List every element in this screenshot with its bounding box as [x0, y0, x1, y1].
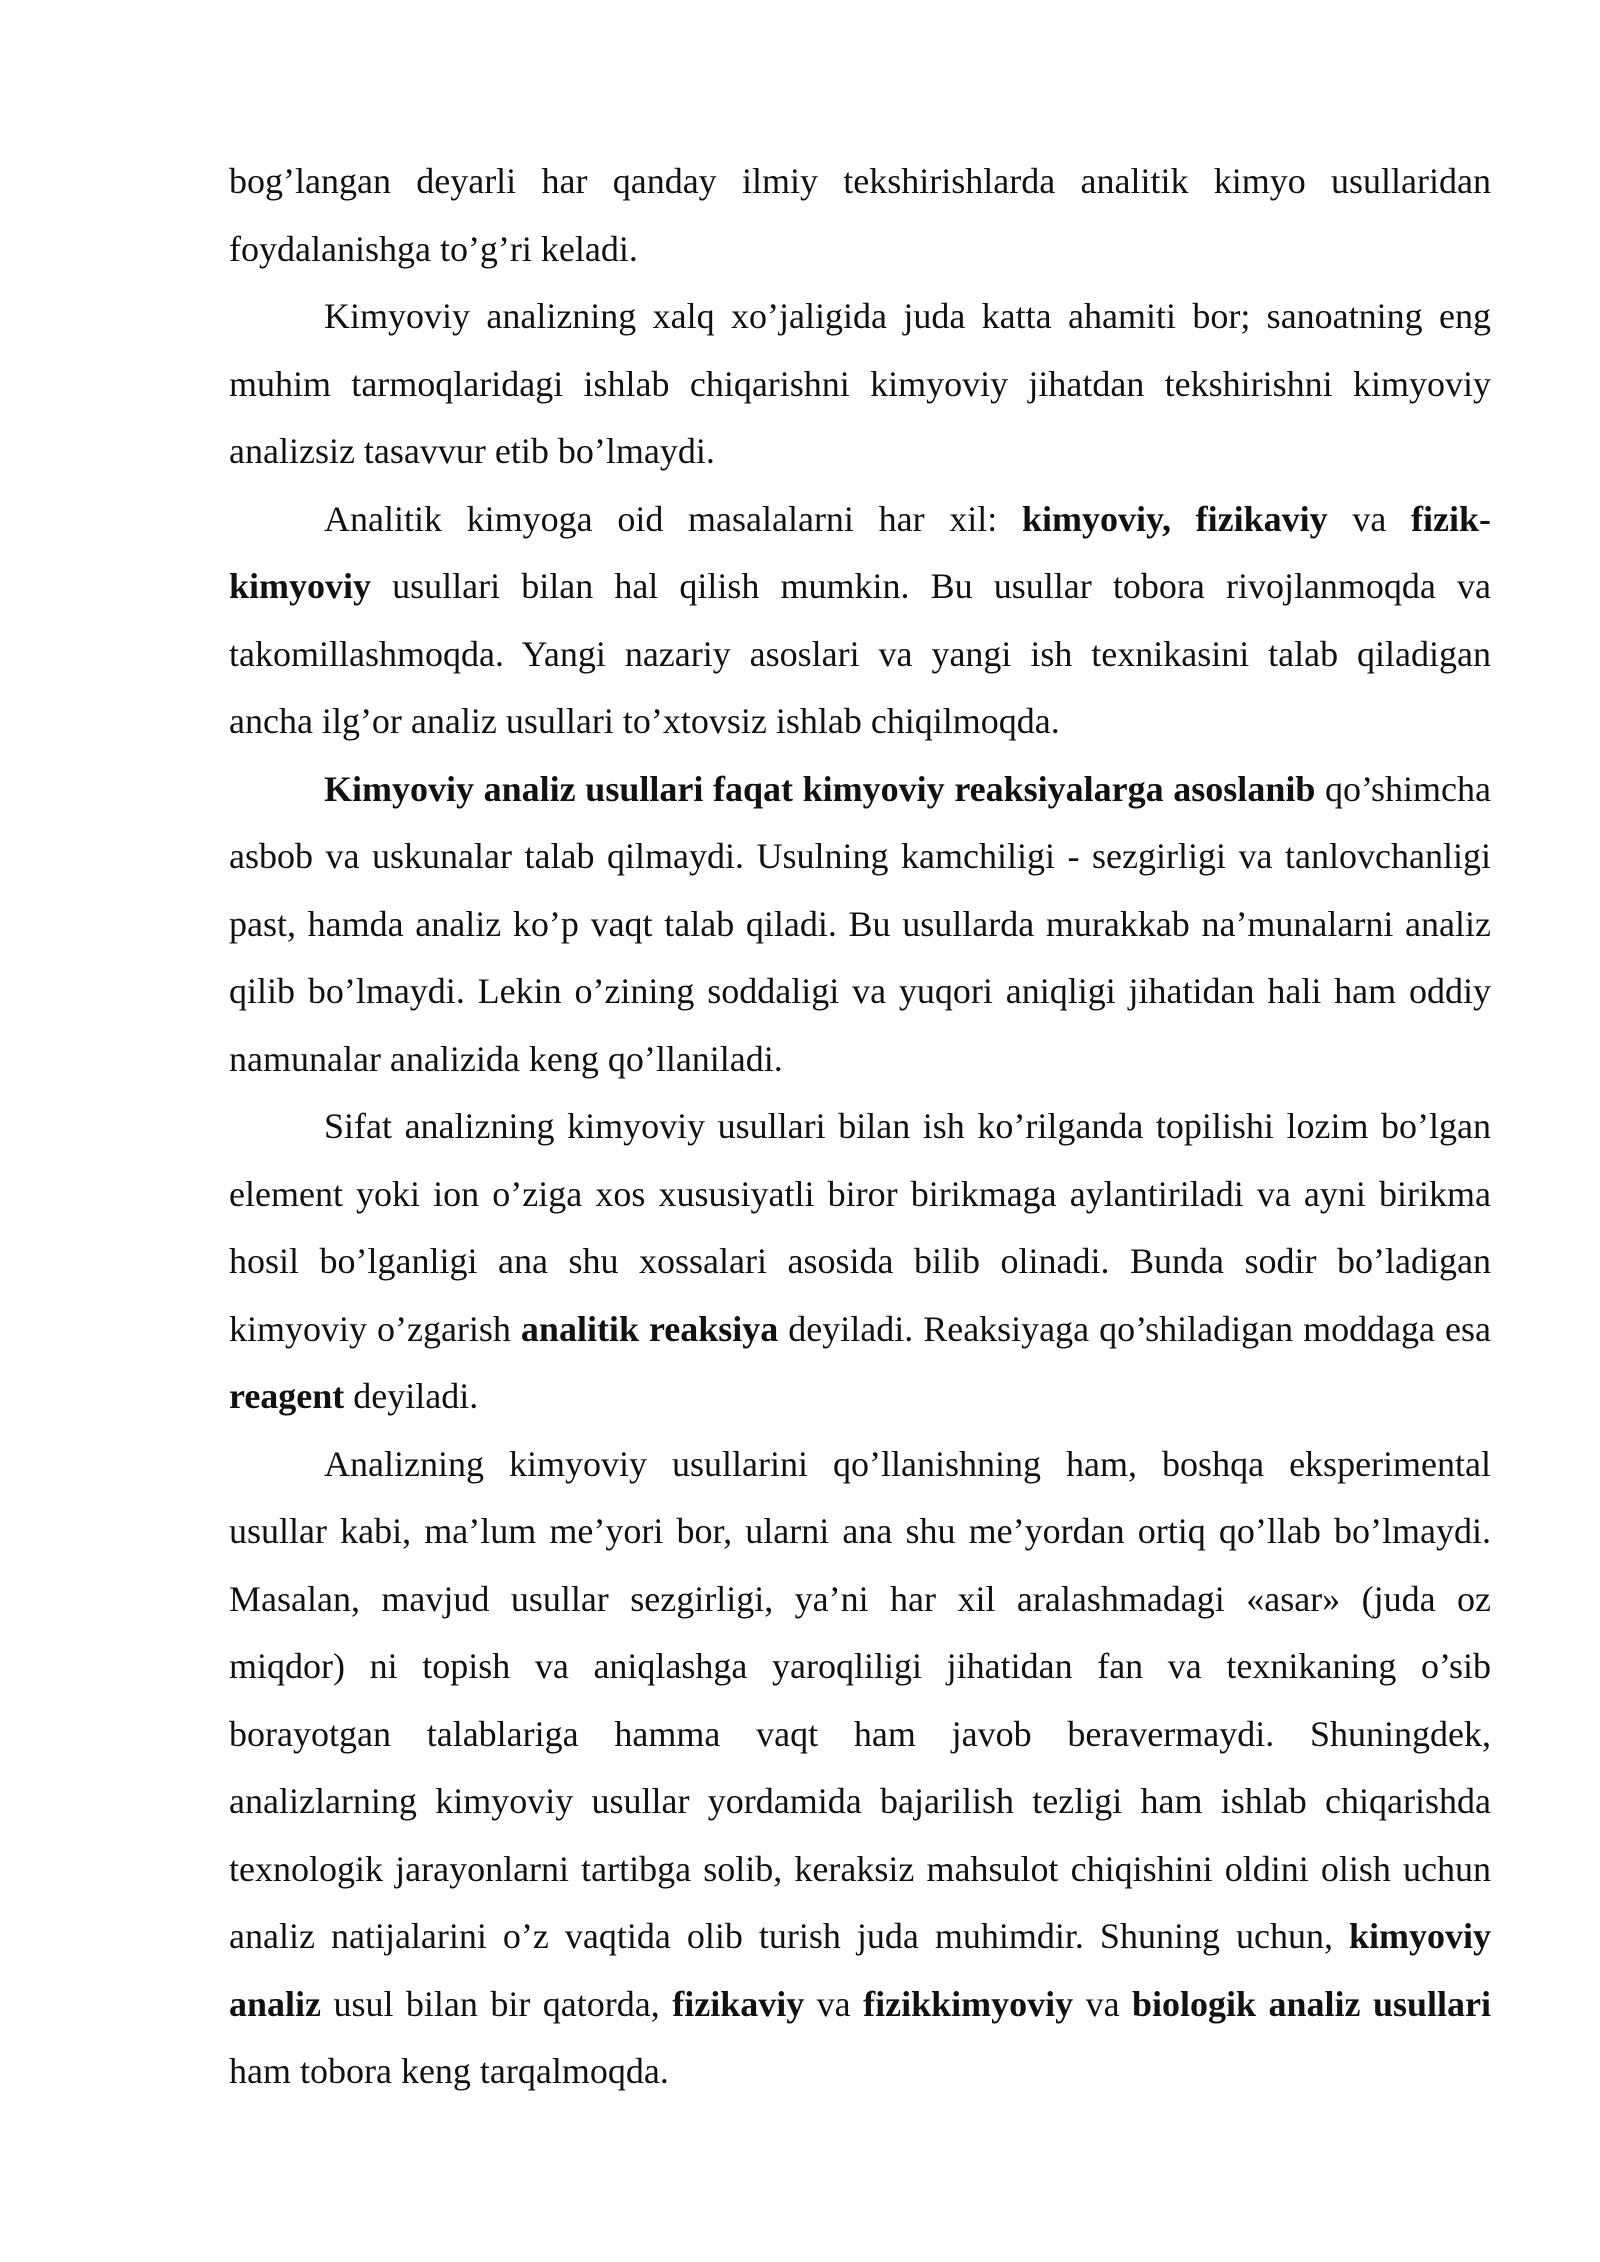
- paragraph-2: [229, 283, 1491, 486]
- bold-term: fizikkimyoviy: [863, 1983, 1074, 2024]
- bold-term: Kimyoviy analiz usullari faqat kimyoviy reaksiyalarga asoslanib: [324, 768, 1316, 809]
- bold-term: kimyoviy, fizikaviy: [1021, 498, 1328, 539]
- text-run: bog’langan deyarli har qanday ilmiy tekshirishlarda analitik kimyo usullaridan foydalanishga to’g’ri keladi.: [229, 161, 1491, 269]
- text-run: Analizning kimyoviy usullarini qo’llanishning ham, boshqa eksperimental usullar kabi, ma’lum me’yori bor, ularni ana shu me’yordan ortiq qo’llab bo’lmaydi. Masalan, mavjud usullar sezgirligi, ya’ni har xil aralashmadagi «asar» (juda oz miqdor) ni topish va aniqlashga yaroqliligi jihatidan fan va texnikaning o’sib borayotgan talablariga hamma vaqt ham javob beravermaydi. Shuningdek, analizlarning kimyoviy usullar yordamida bajarilish tezligi ham ishlab chiqarishda texnologik jarayonlarni tartibga solib, keraksiz mahsulot chiqishini oldini olish uchun analiz natijalarini o’z vaqtida olib turish juda muhimdir. Shuning uchun,: [229, 1443, 1491, 1956]
- text-run: va: [1327, 498, 1411, 539]
- text-run: Kimyoviy analizning xalq xo’jaligida juda katta ahamiti bor; sanoatning eng muhim tarmoqlaridagi ishlab chiqarishni kimyoviy jihatdan tekshirishni kimyoviy analizsiz tasavvur etib bo’lmaydi.: [229, 296, 1491, 471]
- text-run: Sifat analizning kimyoviy usullari bilan ish ko’rilganda topilishi lozim bo’lgan element yoki ion o’ziga xos xususiyatli biror birikmaga aylantiriladi va ayni birikma hosil bo’lganligi ana shu xossalari asosida bilib olinadi. Bunda sodir bo’ladigan kimyoviy o’zgarish: [229, 1106, 1491, 1349]
- bold-term: fizik-kimyoviy: [229, 498, 1491, 606]
- text-run: deyiladi.: [344, 1376, 479, 1416]
- paragraph-4: [229, 756, 1491, 1094]
- text-run: va: [804, 1983, 864, 2024]
- document-page: [229, 148, 1491, 2106]
- bold-term: biologik analiz usullari: [1132, 1983, 1492, 2024]
- bold-term: kimyoviy analiz: [229, 1916, 1491, 2024]
- text-run: Analitik kimyoga oid masalalarni har xil:: [324, 498, 1022, 539]
- bold-term: analitik reaksiya: [520, 1308, 779, 1349]
- text-run: va: [1073, 1983, 1133, 2024]
- bold-term: fizikaviy: [672, 1983, 805, 2024]
- text-run: usullari bilan hal qilish mumkin. Bu usullar tobora rivojlanmoqda va takomillashmoqda. Yangi nazariy asoslari va yangi ish texnikasini talab qiladigan ancha ilg’or analiz usullari to’xtovsiz ishlab chiqilmoqda.: [229, 566, 1491, 741]
- text-run: qo’shimcha asbob va uskunalar talab qilmaydi. Usulning kamchiligi - sezgirligi va tanlovchanligi past, hamda analiz ko’p vaqt talab qiladi. Bu usullarda murakkab na’munalarni analiz qilib bo’lmaydi. Lekin o’zining soddaligi va yuqori aniqligi jihatidan hali ham oddiy namunalar analizida keng qo’llaniladi.: [229, 768, 1491, 1079]
- text-run: ham tobora keng tarqalmoqda.: [229, 2051, 669, 2091]
- paragraph-5: [229, 1093, 1491, 1431]
- paragraph-6: [229, 1431, 1491, 2106]
- text-run: usul bilan bir qatorda,: [321, 1983, 673, 2024]
- text-run: deyiladi. Reaksiyaga qo’shiladigan moddaga esa: [778, 1308, 1491, 1349]
- paragraph-1: [229, 148, 1491, 283]
- bold-term: reagent: [229, 1376, 345, 1416]
- paragraph-3: [229, 486, 1491, 756]
